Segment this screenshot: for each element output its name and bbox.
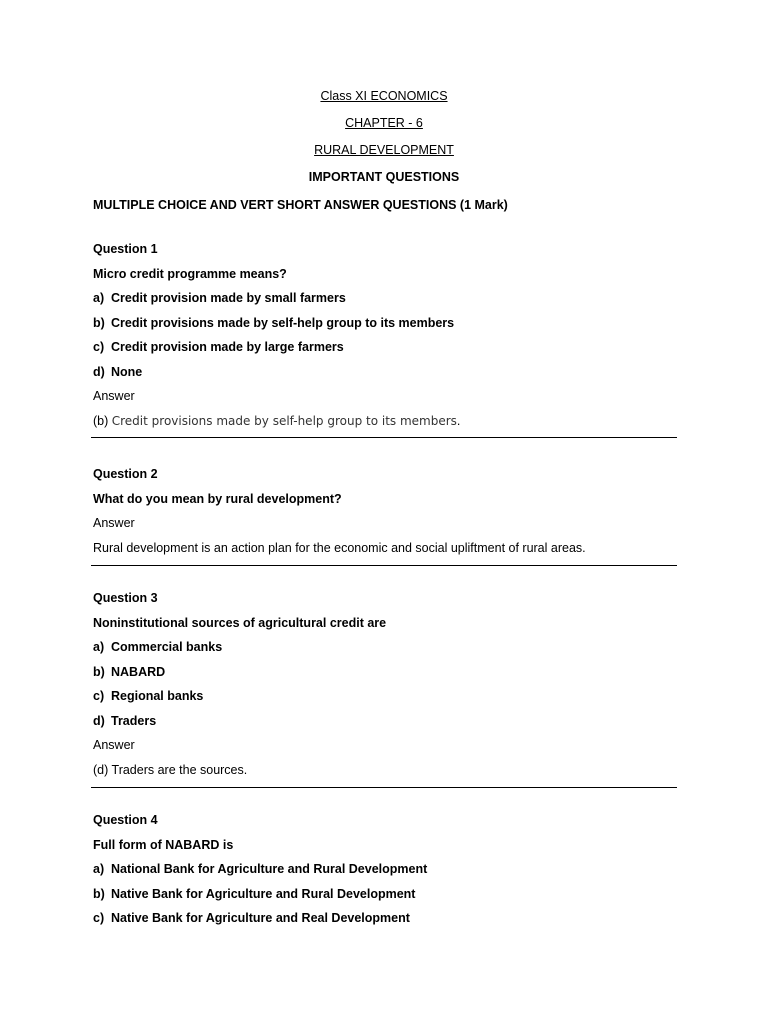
- answer-label: Answer: [93, 738, 135, 752]
- option-letter: a): [93, 640, 105, 654]
- option-letter: c): [93, 911, 105, 925]
- answer-text: (d) Traders are the sources.: [93, 762, 248, 777]
- option-letter: b): [93, 315, 105, 330]
- separator-rule: [91, 787, 677, 788]
- option-b: [93, 664, 683, 689]
- question-text: What do you mean by rural development?: [93, 491, 342, 506]
- question-3: [93, 590, 683, 786]
- option-letter: b): [93, 886, 105, 901]
- question-label: Question 2: [93, 467, 158, 481]
- option-text: Credit provision made by large farmers: [111, 340, 344, 354]
- option-letter: d): [93, 364, 105, 379]
- answer-label: Answer: [93, 516, 135, 530]
- question-label: Question 1: [93, 242, 158, 256]
- option-text: Native Bank for Agriculture and Real Development: [111, 911, 410, 925]
- option-letter: a): [93, 291, 105, 305]
- option-letter: b): [93, 664, 105, 679]
- option-a: [93, 639, 683, 664]
- option-text: Commercial banks: [111, 640, 223, 654]
- answer-text: Rural development is an action plan for the economic and social upliftment of rural areas.: [93, 540, 586, 555]
- question-label: Question 4: [93, 813, 158, 827]
- section-title: MULTIPLE CHOICE AND VERT SHORT ANSWER QUESTIONS (1 Mark): [93, 198, 508, 212]
- question-label: Question 3: [93, 591, 158, 605]
- option-text: Credit provisions made by self-help group to its members: [111, 315, 455, 330]
- option-d: [93, 713, 683, 738]
- option-c: [93, 910, 683, 935]
- option-text: Native Bank for Agriculture and Rural Development: [111, 886, 416, 901]
- question-text: Full form of NABARD is: [93, 837, 234, 852]
- option-text: Traders: [111, 713, 157, 728]
- option-c: [93, 339, 683, 364]
- option-letter: a): [93, 862, 105, 876]
- option-letter: c): [93, 340, 105, 354]
- option-text: Credit provision made by small farmers: [111, 291, 346, 305]
- option-text: NABARD: [111, 664, 166, 679]
- answer-label: Answer: [93, 389, 135, 403]
- option-b: [93, 315, 683, 340]
- answer-suffix: .: [456, 413, 461, 428]
- chapter-heading: CHAPTER - 6: [345, 116, 423, 130]
- option-text: National Bank for Agriculture and Rural Development: [111, 862, 428, 876]
- answer-prefix: (b): [93, 413, 112, 428]
- question-4: [93, 812, 683, 935]
- answer-text: [93, 413, 683, 438]
- option-b: [93, 886, 683, 911]
- question-1: [93, 241, 683, 437]
- question-2: [93, 466, 683, 564]
- separator-rule: [91, 565, 677, 566]
- option-letter: d): [93, 713, 105, 728]
- topic-heading: RURAL DEVELOPMENT: [314, 143, 454, 157]
- class-heading: Class XI ECONOMICS: [320, 89, 448, 103]
- option-a: [93, 861, 683, 886]
- separator-rule: [91, 437, 677, 438]
- question-text: Micro credit programme means?: [93, 266, 287, 281]
- option-letter: c): [93, 689, 105, 703]
- important-questions-heading: IMPORTANT QUESTIONS: [308, 170, 460, 184]
- question-text: Noninstitutional sources of agricultural credit are: [93, 615, 387, 630]
- option-d: [93, 364, 683, 389]
- option-text: Regional banks: [111, 689, 204, 703]
- answer-body: Credit provisions made by self-help group to its members: [111, 413, 457, 428]
- option-a: [93, 290, 683, 315]
- option-text: None: [111, 364, 143, 379]
- option-c: [93, 688, 683, 713]
